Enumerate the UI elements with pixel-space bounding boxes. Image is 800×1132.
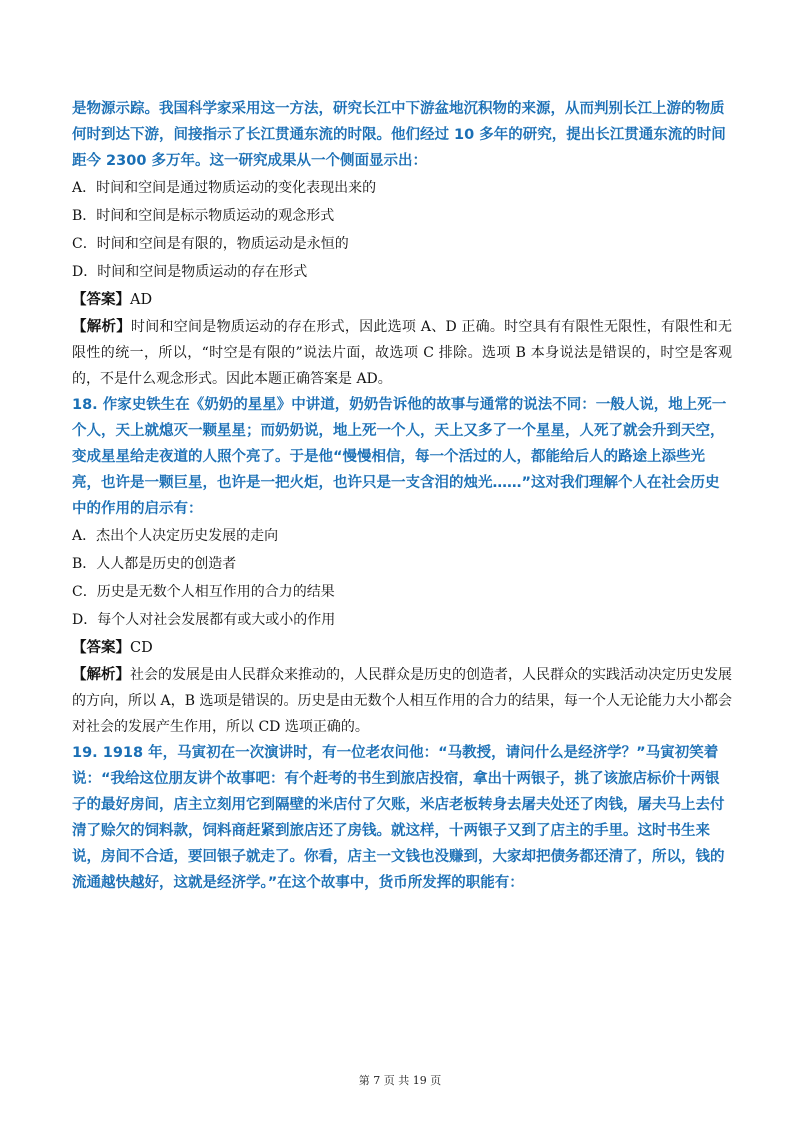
q17-option-a: A．时间和空间是通过物质运动的变化表现出来的 bbox=[72, 180, 377, 196]
q17-option-c: C．时间和空间是有限的，物质运动是永恒的 bbox=[72, 236, 349, 252]
explanation-label: 【解析】 bbox=[72, 319, 132, 335]
q18-answer bbox=[72, 634, 732, 662]
q17-answer bbox=[72, 286, 732, 314]
question-18-stem: 18. 作家史铁生在《奶奶的星星》中讲道，奶奶告诉他的故事与通常的说法不同：一般人说，地上死一个人，天上就熄灭一颗星星；而奶奶说，地上死一个人，天上又多了一个星星，人死了就会升到天空，变成星星给走夜道的人照个亮了。于是他“慢慢相信，每一个活过的人，都能给后人的路途上添些光亮，也许是一颗巨星，也许是一把火炬，也许只是一支含泪的烛光……”这对我们理解个人在社会历史中的作用的启示有： bbox=[72, 397, 727, 517]
answer-value: CD bbox=[130, 640, 153, 656]
q18-option-d: D．每个人对社会发展都有或大或小的作用 bbox=[72, 612, 336, 628]
question-19-stem: 19. 1918 年，马寅初在一次演讲时，有一位老农问他：“马教授，请问什么是经济学？”马寅初笑着说：“我给这位朋友讲个故事吧：有个赶考的书生到旅店投宿，拿出十两银子，挑了该旅店标价十两银子的最好房间，店主立刻用它到隔壁的米店付了欠账，米店老板转身去屠夫处还了肉钱，屠夫马上去付清了赊欠的饲料款，饲料商赶紧到旅店还了房钱。就这样，十两银子又到了店主的手里。这时书生来说，房间不合适，要回银子就走了。你看，店主一文钱也没赚到，大家却把债务都还清了，所以，钱的流通越快越好，这就是经济学。”在这个故事中，货币所发挥的职能有： bbox=[72, 745, 725, 891]
explanation-label: 【解析】 bbox=[72, 667, 130, 683]
q18-explanation bbox=[72, 662, 732, 740]
question-17-stem: 是物源示踪。我国科学家采用这一方法，研究长江中下游盆地沉积物的来源，从而判别长江上游的物质何时到达下游，间接指示了长江贯通东流的时限。他们经过 10 多年的研究，提出长江贯通东流的时间距今 2300 多万年。这一研究成果从一个侧面显示出： bbox=[72, 101, 726, 169]
page-content bbox=[72, 96, 732, 896]
q17-option-b: B．时间和空间是标示物质运动的观念形式 bbox=[72, 208, 335, 224]
answer-value: AD bbox=[130, 292, 153, 308]
q17-option-d: D．时间和空间是物质运动的存在形式 bbox=[72, 264, 308, 280]
answer-label: 【答案】 bbox=[72, 292, 130, 308]
page-footer: 第 7 页 共 19 页 bbox=[358, 1074, 442, 1087]
explanation-text: 社会的发展是由人民群众来推动的，人民群众是历史的创造者，人民群众的实践活动决定历史发展的方向，所以 A，B 选项是错误的。历史是由无数个人相互作用的合力的结果，每一个人无论能力大小都会对社会的发展产生作用，所以 CD 选项正确的。 bbox=[72, 667, 732, 735]
q18-option-a: A．杰出个人决定历史发展的走向 bbox=[72, 528, 279, 544]
q17-explanation bbox=[72, 314, 732, 392]
q18-option-c: C．历史是无数个人相互作用的合力的结果 bbox=[72, 584, 335, 600]
q18-option-b: B．人人都是历史的创造者 bbox=[72, 556, 237, 572]
explanation-text: 时间和空间是物质运动的存在形式，因此选项 A、D 正确。时空具有有限性无限性，有限性和无限性的统一，所以，“时空是有限的”说法片面，故选项 C 排除。选项 B 本身说法是错误的，时空是客观的，不是什么观念形式。因此本题正确答案是 AD。 bbox=[72, 319, 733, 387]
answer-label: 【答案】 bbox=[72, 640, 130, 656]
